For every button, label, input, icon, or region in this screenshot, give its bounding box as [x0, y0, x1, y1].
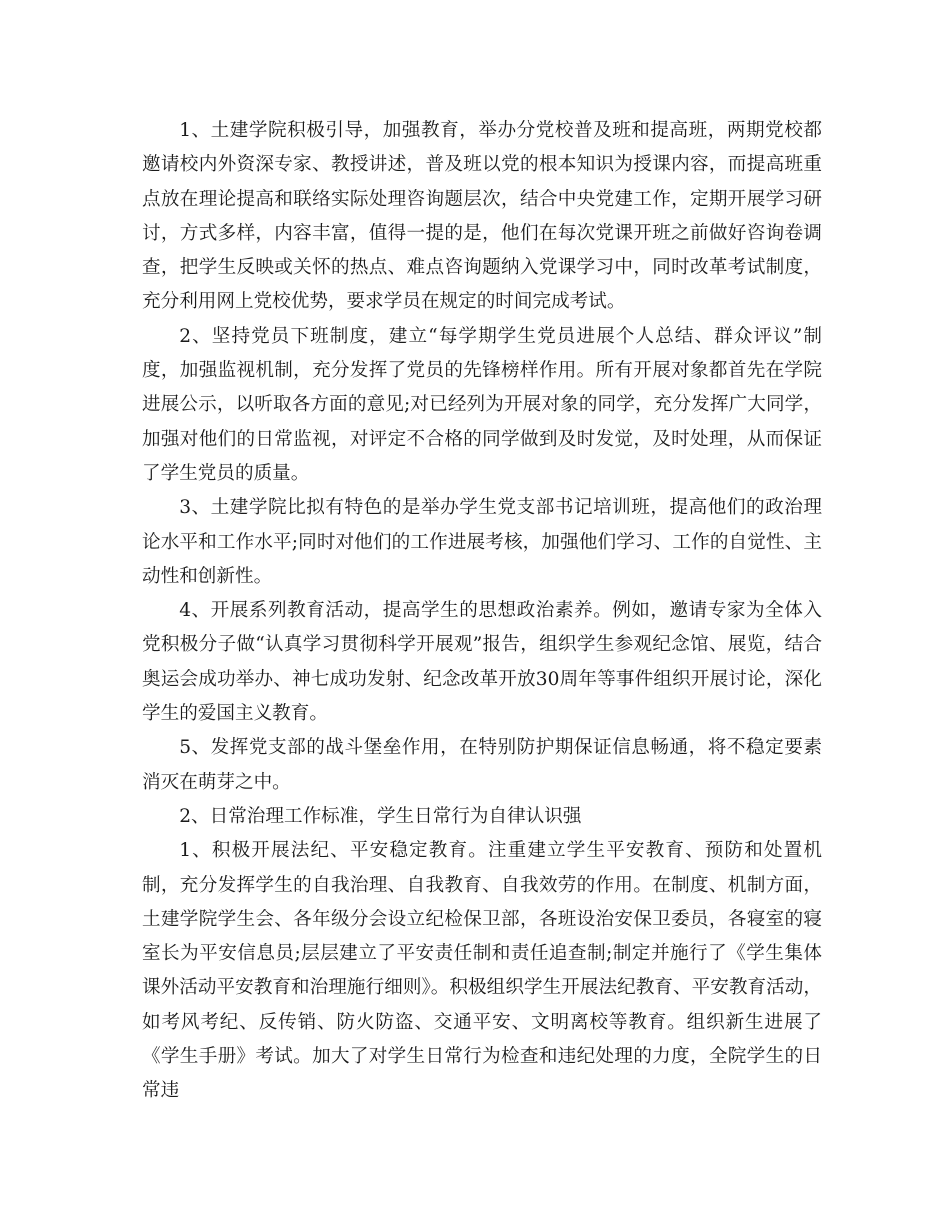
document-body	[142, 114, 822, 1109]
paragraph-education-activities: 4、开展系列教育活动，提高学生的思想政治素养。例如，邀请专家为全体入党积极分子做“认真学习贯彻科学开展观”报告，组织学生参观纪念馆、展览，结合奥运会成功举办、神七成功发射、纪念改革开放30周年等事件组织开展讨论，深化学生的爱国主义教育。	[142, 600, 822, 725]
paragraph-party-branch-role: 5、发挥党支部的战斗堡垒作用，在特别防护期保证信息畅通，将不稳定要素消灭在萌芽之中。	[142, 737, 822, 793]
paragraph-party-school: 1、土建学院积极引导，加强教育，举办分党校普及班和提高班，两期党校都邀请校内外资深专家、教授讲述，普及班以党的根本知识为授课内容，而提高班重点放在理论提高和联络实际处理咨询题层次，结合中央党建工作，定期开展学习研讨，方式多样，内容丰富，值得一提的是，他们在每次党课开班之前做好咨询卷调查，把学生反映或关怀的热点、难点咨询题纳入党课学习中，同时改革考试制度，充分利用网上党校优势，要求学员在规定的时间完成考试。	[142, 120, 822, 313]
paragraph-safety-education: 1、积极开展法纪、平安稳定教育。注重建立学生平安教育、预防和处置机制，充分发挥学生的自我治理、自我教育、自我效劳的作用。在制度、机制方面，土建学院学生会、各年级分会设立纪检保卫部，各班设治安保卫委员，各寝室的寝室长为平安信息员;层层建立了平安责任制和责任追查制;制定并施行了《学生集体课外活动平安教育和治理施行细则》。积极组织学生开展法纪教育、平安教育活动，如考风考纪、反传销、防火防盗、交通平安、文明离校等教育。组织新生进展了《学生手册》考试。加大了对学生日常行为检查和违纪处理的力度，全院学生的日常违	[142, 840, 822, 1102]
section-heading-daily-management: 2、日常治理工作标准，学生日常行为自律认识强	[179, 805, 582, 827]
paragraph-branch-secretary-training: 3、土建学院比拟有特色的是举办学生党支部书记培训班，提高他们的政治理论水平和工作水平;同时对他们的工作进展考核，加强他们学习、工作的自觉性、主动性和创新性。	[142, 497, 822, 587]
paragraph-party-member-system: 2、坚持党员下班制度，建立“每学期学生党员进展个人总结、群众评议”制度，加强监视机制，充分发挥了党员的先锋榜样作用。所有开展对象都首先在学院进展公示，以听取各方面的意见;对已经列为开展对象的同学，充分发挥广大同学，加强对他们的日常监视，对评定不合格的同学做到及时发觉，及时处理，从而保证了学生党员的质量。	[142, 325, 822, 484]
